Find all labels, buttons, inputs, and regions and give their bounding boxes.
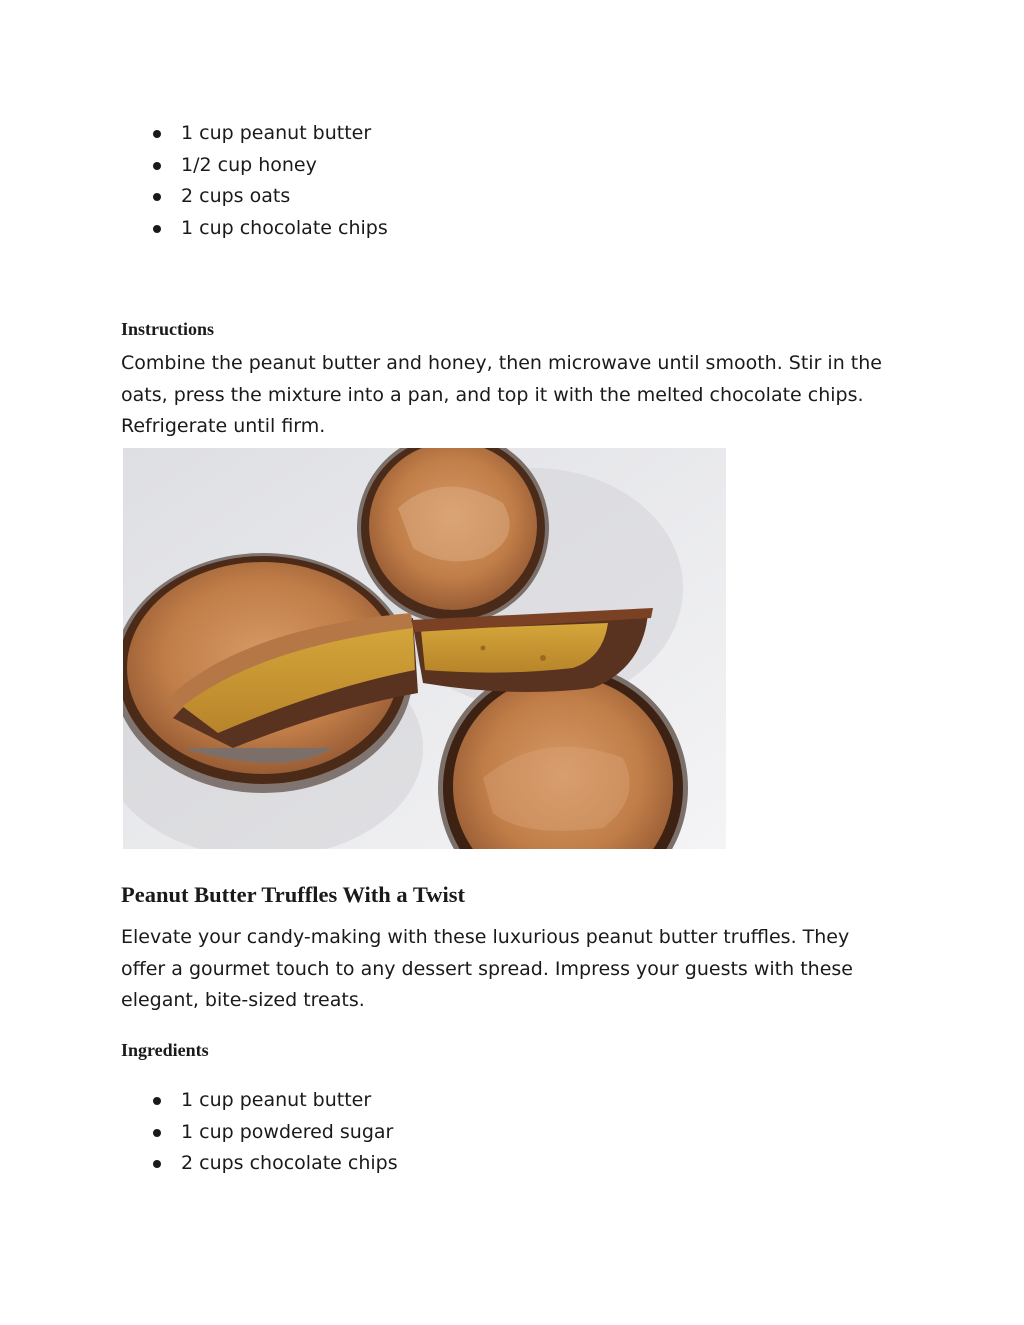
list-item: 2 cups oats xyxy=(121,181,388,213)
list-item: 1 cup peanut butter xyxy=(121,1085,398,1117)
list-item: 2 cups chocolate chips xyxy=(121,1148,398,1180)
ingredients-heading: Ingredients xyxy=(121,1040,209,1060)
instructions-text: Combine the peanut butter and honey, then microwave until smooth. Stir in the oats, press the mixture into a pan, and top it with the melted chocolate chips. Refrigerate until firm. xyxy=(121,352,882,437)
truffles-ingredient-list xyxy=(121,1085,398,1180)
list-item: 1 cup powdered sugar xyxy=(121,1117,398,1149)
list-item: 1/2 cup honey xyxy=(121,150,388,182)
truffles-title: Peanut Butter Truffles With a Twist xyxy=(121,882,465,907)
instructions-heading: Instructions xyxy=(121,319,215,339)
peanut-butter-cups-photo xyxy=(123,448,726,849)
ingredient-list xyxy=(121,118,388,244)
truffles-description: Elevate your candy-making with these luxurious peanut butter truffles. They offer a gourmet touch to any dessert spread. Impress your guests with these elegant, bite-sized treats. xyxy=(121,926,853,1011)
list-item: 1 cup chocolate chips xyxy=(121,213,388,245)
list-item: 1 cup peanut butter xyxy=(121,118,388,150)
